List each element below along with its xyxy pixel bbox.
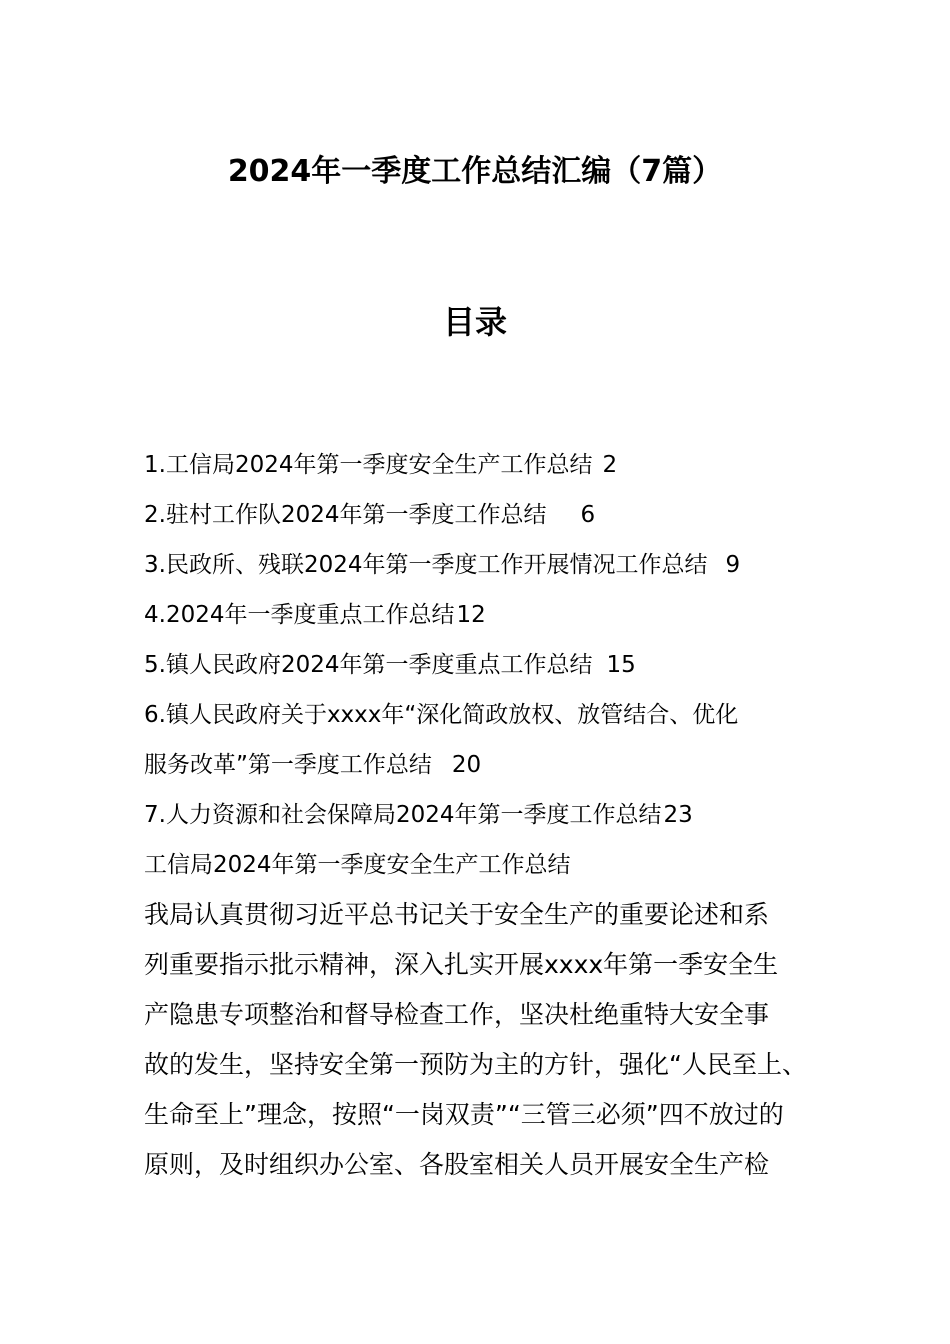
- toc-item-text: 1.工信局2024年第一季度安全生产工作总结: [144, 452, 593, 478]
- toc-item-text: 服务改革”第一季度工作总结: [144, 752, 432, 778]
- toc-item-page: 12: [456, 602, 486, 628]
- toc-item-text: 6.镇人民政府关于xxxx年“深化简政放权、放管结合、优化: [144, 702, 739, 728]
- toc-item-text: 4.2024年一季度重点工作总结: [144, 602, 455, 628]
- toc-item-text: 5.镇人民政府2024年第一季度重点工作总结: [144, 652, 593, 678]
- toc-item-page: 6: [580, 502, 596, 528]
- toc-item-page: 15: [606, 652, 636, 678]
- toc-item-continued[interactable]: [144, 740, 824, 790]
- document-title: 2024年一季度工作总结汇编（7篇）: [227, 154, 723, 189]
- toc-item[interactable]: [144, 640, 824, 690]
- section-heading: 工信局2024年第一季度安全生产工作总结: [144, 852, 571, 878]
- body-text-line: 列重要指示批示精神，深入扎实开展xxxx年第一季安全生: [144, 950, 779, 979]
- toc-item[interactable]: [144, 790, 824, 840]
- toc-heading: 目录: [442, 303, 507, 341]
- toc-item-page: 2: [602, 452, 618, 478]
- toc-item[interactable]: [144, 590, 824, 640]
- body-text-line: 我局认真贯彻习近平总书记关于安全生产的重要论述和系: [144, 900, 770, 929]
- toc-item[interactable]: [144, 540, 824, 590]
- toc-item[interactable]: [144, 690, 824, 740]
- toc-item[interactable]: [144, 440, 824, 490]
- toc-item-text: 2.驻村工作队2024年第一季度工作总结: [144, 502, 547, 528]
- body-text-line: 原则，及时组织办公室、各股室相关人员开展安全生产检: [144, 1150, 770, 1179]
- toc-item-text: 7.人力资源和社会保障局2024年第一季度工作总结: [144, 802, 662, 828]
- body-text-line: 故的发生，坚持安全第一预防为主的方针，强化“人民至上、: [144, 1050, 807, 1079]
- toc-item[interactable]: [144, 490, 824, 540]
- toc-item-text: 3.民政所、残联2024年第一季度工作开展情况工作总结: [144, 552, 708, 578]
- body-text-line: 生命至上”理念，按照“一岗双责”“三管三必须”四不放过的: [144, 1100, 784, 1129]
- toc-item-page: 20: [451, 752, 482, 778]
- body-text-line: 产隐患专项整治和督导检查工作，坚决杜绝重特大安全事: [144, 1000, 770, 1029]
- toc-item-page: 23: [663, 802, 693, 828]
- toc-item-page: 9: [725, 552, 741, 578]
- document-content: [144, 440, 824, 1190]
